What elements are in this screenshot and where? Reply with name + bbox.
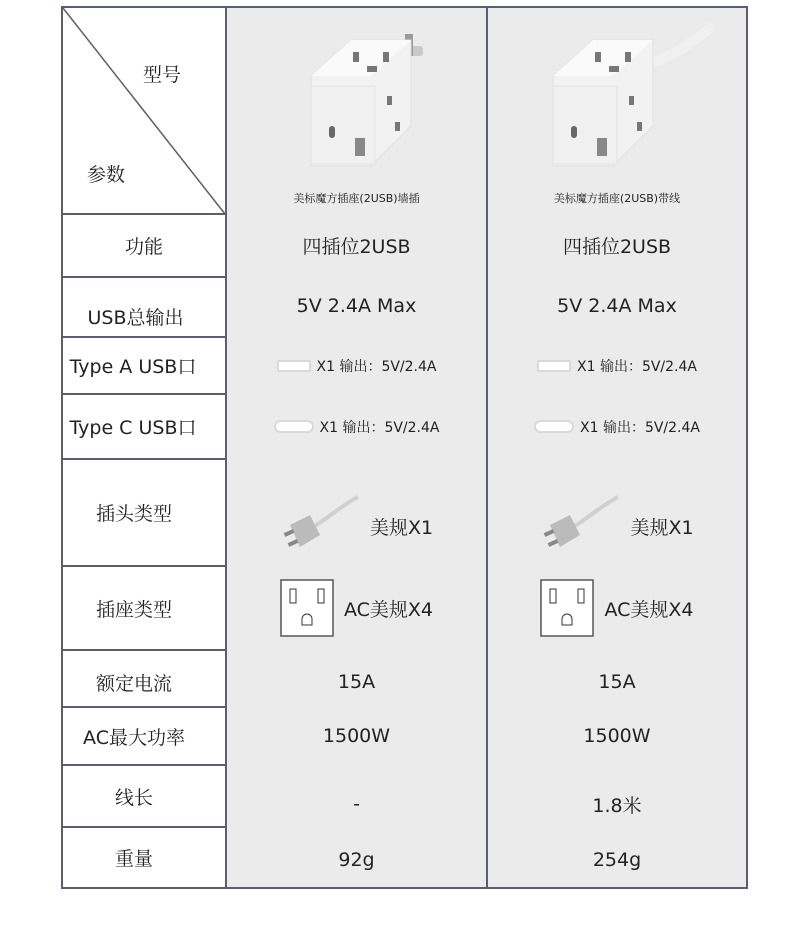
- row-label-usb-output: USB总输出: [87, 306, 184, 329]
- plug-value-1: 美规X1: [369, 516, 434, 539]
- row-label-type-c: Type C USB口: [69, 417, 197, 439]
- product2-image: [533, 22, 713, 176]
- weight-value-1: 92g: [338, 848, 375, 871]
- us-plug-icon: [280, 495, 360, 557]
- row-label-type-a: Type A USB口: [69, 356, 197, 378]
- row-label-max-power: AC最大功率: [83, 726, 185, 749]
- row-label-function: 功能: [124, 236, 163, 258]
- type-a-value-2: X1 输出：5V/2.4A: [577, 358, 697, 375]
- power-value-1: 1500W: [322, 725, 391, 747]
- usb-output-value-1: 5V 2.4A Max: [296, 295, 417, 317]
- usb-c-port-icon: [274, 420, 314, 433]
- plug-value-2: 美规X1: [630, 516, 694, 539]
- usb-a-port-icon: [277, 360, 311, 372]
- us-plug-icon: [540, 495, 620, 557]
- weight-value-2: 254g: [592, 848, 642, 871]
- row-label-socket-type: 插座类型: [95, 598, 172, 621]
- product2-caption: 美标魔方插座(2USB)带线: [553, 192, 681, 205]
- row-label-rated-current: 额定电流: [95, 672, 172, 695]
- spec-table: [61, 6, 748, 889]
- current-value-1: 15A: [337, 671, 376, 693]
- us-socket-icon: [280, 579, 334, 637]
- power-value-2: 1500W: [583, 725, 651, 747]
- current-value-2: 15A: [598, 671, 636, 693]
- model-label: 型号: [143, 64, 182, 86]
- type-c-value-1: X1 输出：5V/2.4A: [319, 419, 440, 436]
- function-value-1: 四插位2USB: [302, 236, 411, 258]
- usb-output-value-2: 5V 2.4A Max: [557, 295, 677, 317]
- socket-value-1: AC美规X4: [343, 598, 434, 621]
- usb-c-port-icon: [534, 420, 574, 433]
- product1-caption: 美标魔方插座(2USB)墙插: [293, 192, 420, 205]
- type-c-value-2: X1 输出：5V/2.4A: [580, 419, 700, 436]
- us-socket-icon: [540, 579, 594, 637]
- cable-length-value-1: -: [353, 793, 360, 815]
- function-value-2: 四插位2USB: [562, 236, 672, 258]
- cable-length-value-2: 1.8米: [592, 794, 642, 817]
- row-label-cable-length: 线长: [114, 786, 153, 809]
- product1-image: [291, 26, 441, 176]
- usb-a-port-icon: [537, 360, 571, 372]
- param-label: 参数: [87, 164, 126, 186]
- row-label-plug-type: 插头类型: [95, 503, 172, 525]
- socket-value-2: AC美规X4: [604, 598, 694, 621]
- row-label-weight: 重量: [114, 848, 153, 870]
- type-a-value-1: X1 输出：5V/2.4A: [316, 358, 437, 375]
